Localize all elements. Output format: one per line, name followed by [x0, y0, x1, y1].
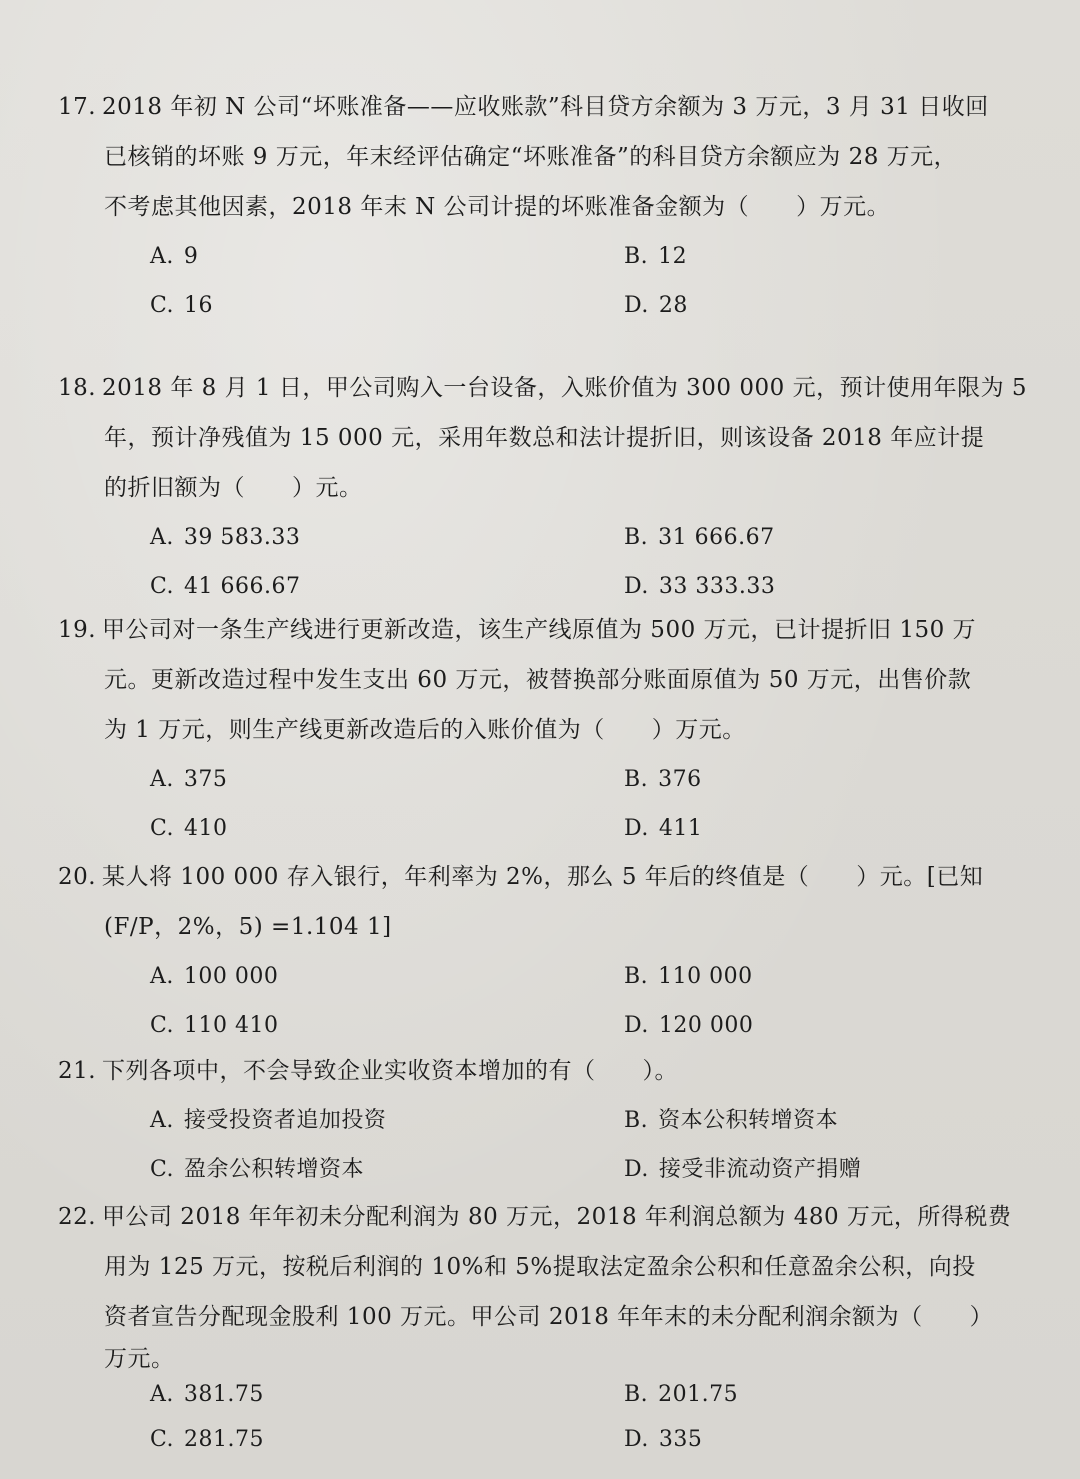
question-18 — [58, 363, 1028, 611]
question-17-line-1 — [58, 82, 1022, 132]
question-text: 某人将 100 000 存入银行，年利率为 2%，那么 5 年后的终值是（ ）元。[已知 — [102, 864, 984, 890]
question-18-line-2: 年，预计净残值为 15 000 元，采用年数总和法计提折旧，则该设备 2018 年应计提 — [104, 425, 985, 451]
question-text: 2018 年 8 月 1 日，甲公司购入一台设备，入账价值为 300 000 元，预计使用年限为 5 — [102, 375, 1028, 401]
option-row — [104, 755, 1022, 804]
option-d[interactable]: D. 120 000 — [624, 1013, 754, 1038]
question-22-line-2: 用为 125 万元，按税后利润的 10%和 5%提取法定盈余公积和任意盈余公积，向投 — [104, 1254, 976, 1280]
option-row — [104, 1372, 1022, 1417]
option-row — [104, 513, 1022, 562]
option-c[interactable]: C. 16 — [150, 293, 214, 318]
option-a[interactable]: A. 381.75 — [150, 1382, 264, 1407]
question-number: 20. — [58, 864, 97, 890]
question-20-options — [58, 952, 1022, 1050]
option-d[interactable]: D. 411 — [624, 816, 703, 841]
option-row — [104, 1417, 1022, 1462]
question-21 — [58, 1046, 1022, 1194]
option-a[interactable]: A. 9 — [150, 244, 199, 269]
question-22-options — [58, 1372, 1022, 1462]
option-a[interactable]: A. 39 583.33 — [150, 525, 301, 550]
option-b[interactable]: B. 110 000 — [624, 964, 753, 989]
question-21-options — [58, 1096, 1022, 1194]
option-b[interactable]: B. 376 — [624, 767, 702, 792]
option-a[interactable]: A. 375 — [150, 767, 228, 792]
option-d[interactable]: D. 33 333.33 — [624, 574, 776, 599]
question-21-line-1 — [58, 1046, 1022, 1096]
option-row — [104, 1145, 1022, 1194]
question-19-line-1 — [58, 605, 1022, 655]
option-row — [104, 804, 1022, 853]
question-22-line-4: 万元。 — [104, 1346, 175, 1372]
option-c[interactable]: C. 110 410 — [150, 1013, 279, 1038]
option-c[interactable]: C. 41 666.67 — [150, 574, 301, 599]
option-row — [104, 232, 1022, 281]
option-row — [104, 1096, 1022, 1145]
option-d[interactable]: D. 335 — [624, 1427, 703, 1452]
question-20-line-1 — [58, 852, 1022, 902]
option-row — [104, 1001, 1022, 1050]
option-row — [104, 281, 1022, 330]
question-number: 19. — [58, 617, 97, 643]
question-text: 甲公司对一条生产线进行更新改造，该生产线原值为 500 万元，已计提折旧 150 万 — [102, 617, 977, 643]
question-text: 甲公司 2018 年年初未分配利润为 80 万元，2018 年利润总额为 480 万元，所得税费 — [102, 1204, 1012, 1230]
option-row — [104, 562, 1022, 611]
question-19-options — [58, 755, 1022, 853]
option-row — [104, 952, 1022, 1001]
question-22-line-1 — [58, 1192, 1022, 1242]
question-text: 下列各项中，不会导致企业实收资本增加的有（ ）。 — [102, 1058, 678, 1084]
question-17-line-2: 已核销的坏账 9 万元，年末经评估确定“坏账准备”的科目贷方余额应为 28 万元， — [104, 144, 958, 170]
question-number: 22. — [58, 1204, 97, 1230]
option-b[interactable]: B. 12 — [624, 244, 688, 269]
option-a[interactable]: A. 100 000 — [150, 964, 279, 989]
question-19 — [58, 605, 1022, 853]
question-22 — [58, 1192, 1022, 1462]
option-b[interactable]: B. 资本公积转增资本 — [624, 1108, 839, 1133]
option-b[interactable]: B. 201.75 — [624, 1382, 739, 1407]
question-17-line-3: 不考虑其他因素，2018 年末 N 公司计提的坏账准备金额为（ ）万元。 — [104, 194, 891, 220]
question-19-line-2: 元。更新改造过程中发生支出 60 万元，被替换部分账面原值为 50 万元，出售价款 — [104, 667, 972, 693]
question-number: 17. — [58, 94, 97, 120]
question-18-line-3: 的折旧额为（ ）元。 — [104, 475, 363, 501]
question-18-line-1 — [58, 363, 1028, 413]
question-20 — [58, 852, 1022, 1050]
question-text: 2018 年初 N 公司“坏账准备——应收账款”科目贷方余额为 3 万元，3 月 31 日收回 — [102, 94, 989, 120]
question-17-options — [58, 232, 1022, 330]
question-18-options — [58, 513, 1022, 611]
question-17 — [58, 82, 1022, 330]
option-c[interactable]: C. 盈余公积转增资本 — [150, 1157, 365, 1182]
option-b[interactable]: B. 31 666.67 — [624, 525, 775, 550]
question-19-line-3: 为 1 万元，则生产线更新改造后的入账价值为（ ）万元。 — [104, 717, 746, 743]
option-c[interactable]: C. 281.75 — [150, 1427, 265, 1452]
question-number: 21. — [58, 1058, 97, 1084]
question-number: 18. — [58, 375, 97, 401]
question-22-line-3: 资者宣告分配现金股利 100 万元。甲公司 2018 年年末的未分配利润余额为（ ） — [104, 1304, 994, 1330]
option-c[interactable]: C. 410 — [150, 816, 228, 841]
option-d[interactable]: D. 接受非流动资产捐赠 — [624, 1157, 862, 1182]
option-d[interactable]: D. 28 — [624, 293, 688, 318]
question-20-line-2: (F/P，2%，5) =1.104 1] — [104, 914, 392, 940]
option-a[interactable]: A. 接受投资者追加投资 — [150, 1108, 387, 1133]
